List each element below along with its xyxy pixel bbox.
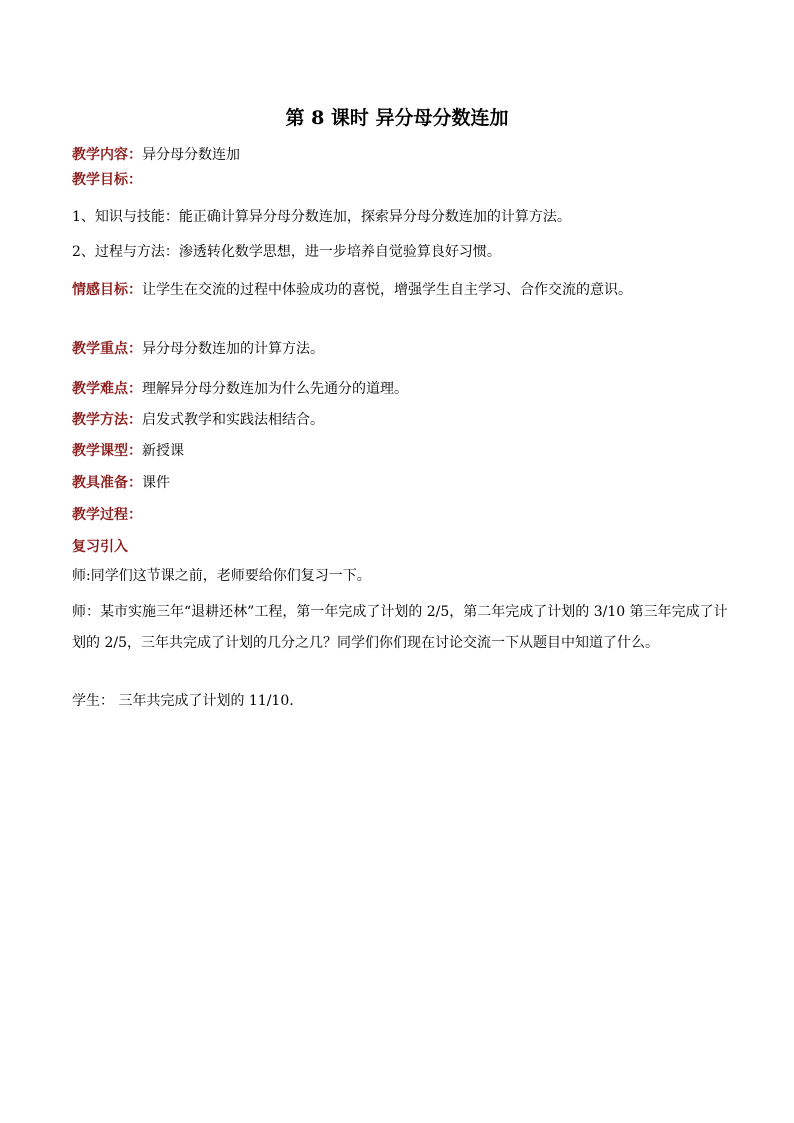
goals-label: 教学目标： bbox=[72, 172, 142, 188]
teacher-line-1: 师:同学们这节课之前，老师要给你们复习一下。 bbox=[72, 568, 371, 584]
page-title: 第 8 课时 异分母分数连加 bbox=[285, 107, 509, 129]
emotion-label: 情感目标： bbox=[72, 282, 142, 298]
goals-row bbox=[72, 170, 732, 190]
goal-2: 2、过程与方法：渗透转化数学思想，进一步培养自觉验算良好习惯。 bbox=[72, 244, 501, 260]
difficulty-label: 教学难点： bbox=[72, 381, 142, 397]
method-label: 教学方法： bbox=[72, 412, 142, 428]
focus-row bbox=[72, 339, 732, 359]
focus-text: 异分母分数连加的计算方法。 bbox=[142, 341, 324, 357]
tools-row bbox=[72, 473, 732, 493]
content-text: 异分母分数连加 bbox=[142, 147, 240, 163]
method-text: 启发式教学和实践法相结合。 bbox=[142, 412, 324, 428]
process-row bbox=[72, 505, 732, 525]
goal-1: 1、知识与技能：能正确计算异分母分数连加，探索异分母分数连加的计算方法。 bbox=[72, 209, 571, 225]
method-row bbox=[72, 410, 732, 430]
content-label: 教学内容： bbox=[72, 147, 142, 163]
emotion-text: 让学生在交流的过程中体验成功的喜悦，增强学生自主学习、合作交流的意识。 bbox=[142, 282, 632, 298]
teacher-line-2: 师：某市实施三年“退耕还林”工程，第一年完成了计划的 2/5，第二年完成了计划的 3/10 第三年完成了计划的 2/5，三年共完成了计划的几分之几？同学们你们现在讨论交流一下从题目中知道了什么。 bbox=[72, 604, 728, 651]
content-row bbox=[72, 145, 732, 165]
type-text: 新授课 bbox=[142, 443, 184, 459]
focus-label: 教学重点： bbox=[72, 341, 142, 357]
type-label: 教学课型： bbox=[72, 443, 142, 459]
difficulty-row bbox=[72, 379, 732, 399]
review-label: 复习引入 bbox=[72, 539, 128, 555]
review-row bbox=[72, 537, 732, 557]
type-row bbox=[72, 441, 732, 461]
emotion-row bbox=[72, 280, 732, 300]
process-label: 教学过程： bbox=[72, 507, 142, 523]
tools-text: 课件 bbox=[142, 475, 170, 491]
tools-label: 教具准备： bbox=[72, 475, 142, 491]
difficulty-text: 理解异分母分数连加为什么先通分的道理。 bbox=[142, 381, 408, 397]
student-line: 学生： 三年共完成了计划的 11/10. bbox=[72, 693, 294, 709]
